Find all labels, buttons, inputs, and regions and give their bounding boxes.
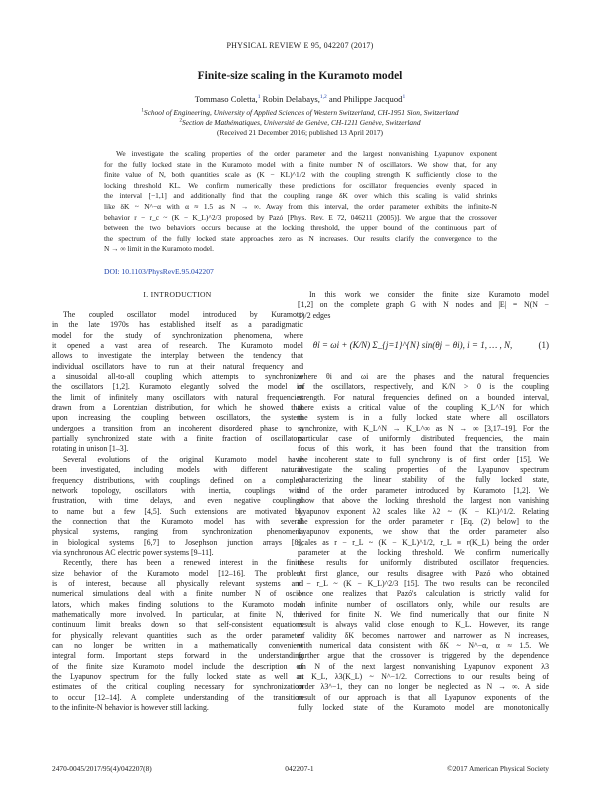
equation-1 [298, 324, 549, 366]
text-line: in biological systems [6,7] to Josephson junction arrays [8], [52, 537, 303, 547]
text-line: the Lyapunov spectrum for the fully locked state as well as [52, 672, 303, 682]
author-list [0, 94, 600, 104]
text-line: partially synchronized state with a finite fraction of oscillators [52, 434, 303, 444]
text-line: N → ∞ limit in the Kuramoto model. [104, 244, 214, 254]
text-line: the system is in a fully locked state where all oscillators [298, 413, 549, 423]
text-line: Several evolutions of the original Kuramoto model have [63, 454, 303, 464]
text-line: it opened a vast area of research. The Kuramoto model [52, 341, 303, 351]
text-line: model for the study of synchronization phenomena, where [52, 330, 303, 340]
text-line: numerical simulations deal with a finite number N of oscil- [52, 589, 303, 599]
right-column-bottom [298, 372, 549, 713]
text-line: derived for finite N. We find numerically that our finite N [298, 609, 549, 619]
affiliation-number: 2 [179, 118, 182, 124]
affiliation-mark[interactable]: 1 [402, 94, 406, 101]
text-line: synchronize, with K_L^N → K_L^∞ as N → ∞ [3,17–19]. For the [298, 423, 549, 433]
received-dates: (Received 21 December 2016; published 13 April 2017) [216, 128, 384, 137]
right-column [298, 290, 549, 713]
page-footer [52, 764, 549, 773]
text-line: undergoes a transition from an incoherent disordered phase to a [52, 423, 303, 433]
abstract [104, 149, 497, 255]
text-line: to name but a few [4,5]. Such extensions are motivated by [52, 506, 303, 516]
text-line: a sinusoidal all-to-all coupling which attempts to synchronize [52, 372, 303, 382]
text-line: focus of this work, it has been found that the transition from [298, 444, 549, 454]
text-line: order λ3^−1, they can no longer be neglected as N → ∞. A side [298, 682, 549, 692]
footer-issn: 2470-0045/2017/95(4)/042207(8) [52, 764, 152, 773]
paper-title: Finite-size scaling in the Kuramoto model [197, 70, 403, 82]
affiliation-number: 1 [141, 108, 144, 114]
text-line: and of the order parameter introduced by Kuramoto [1,2]. We [298, 485, 549, 495]
text-line: size behavior of the Kuramoto model [12–16]. The problem [52, 568, 303, 578]
text-line: on N of the next largest nonvanishing Lyapunov exponent λ3 [298, 661, 549, 671]
text-line: individual oscillators have to run at their natural frequency and [52, 361, 303, 371]
affiliation-2 [0, 118, 600, 127]
text-line: 1)/2 edges [298, 310, 331, 320]
text-line: lators, which makes finding solutions to the Kuramoto model [52, 599, 303, 609]
text-line: The coupled oscillator model introduced by Kuramoto [63, 310, 303, 319]
text-line: characterizing the linear stability of the fully locked state, [298, 475, 549, 485]
text-line: between the two behaviors occurs because at the locking threshold, the upper bound of the continuous part of [104, 223, 497, 233]
text-line: behavior r − r_c ~ (K − K_L)^2/3 proposed by Pazó [Phys. Rev. E 72, 046211 (2005)]. We argue that the crossover [104, 212, 497, 222]
text-line: physical systems, ranging from synchronization phenomena [52, 527, 303, 537]
footer-page-number: 042207-1 [285, 764, 314, 773]
text-line: Lyapunov exponent λ2 scales like λ2 ~ (K − KL)^1/2. Relating [298, 506, 549, 516]
left-column [52, 290, 303, 713]
text-line: like δK ~ N^−α with α ≈ 1.5 as N → ∞. Away from this interval, the order parameter exhibits the infinite-N [104, 201, 497, 211]
text-line: parameter at the locking threshold. We confirm numerically [298, 547, 549, 557]
affiliation-mark[interactable]: 1,2 [319, 94, 327, 101]
text-line: drawn from a Lorentzian distribution, for which he showed that [52, 403, 303, 413]
text-line: Recently, there has been a renewed interest in the finite [63, 558, 303, 568]
text-line: continuum limit breaks down so that self-consistent equations [52, 620, 303, 630]
doi-link[interactable]: DOI: 10.1103/PhysRevE.95.042207 [104, 267, 214, 276]
text-line: upon increasing the coupling between oscillators, the system [52, 413, 303, 423]
text-line: the interval [−1,1] and additionally find that the coupling range δK over which this scaling is valid shrinks [104, 191, 497, 201]
text-line: where θi and ωi are the phases and the natural frequencies [298, 372, 549, 382]
text-line: locking threshold KL. We confirm numerically these predictions for oscillator frequencies evenly spaced in [104, 180, 497, 190]
text-line: of the finite size Kuramoto model include the description of [52, 661, 303, 671]
text-line: the incoherent state to full synchrony is of first order [15]. We [298, 454, 549, 464]
author-name: Robin Delabays, [262, 94, 320, 104]
affiliation-text: Section de Mathématiques, Université de Genève, CH-1211 Genève, Switzerland [181, 118, 421, 127]
equation-body: θ̇i = ωi + (K/N) Σ_{j=1}^{N} sin(θj − θi), i = 1, … , N, [312, 339, 513, 350]
text-line: mathematically more involved. In particular, at finite N, the [52, 609, 303, 619]
affiliation-text: School of Engineering, University of Applied Sciences of Western Switzerland, CH-1951 Sion, Switzerland [143, 108, 459, 117]
author-name: Tommaso Coletta, [194, 94, 258, 104]
text-line: of the oscillators, respectively, and K/N > 0 is the coupling [298, 382, 549, 392]
text-line: investigate the scaling properties of the Lyapunov spectrum [298, 465, 549, 475]
text-line: At first glance, our results disagree with Pazó who obtained [298, 568, 549, 578]
text-line: the connection that the Kuramoto model has with several [52, 516, 303, 526]
text-line: result of our approach is that all Lyapunov exponents of the [298, 692, 549, 702]
text-line: been investigated, including models with different natural [52, 465, 303, 475]
text-line: the spectrum of the fully locked state approaches zero as N increases. Our results clarify the convergence to the [104, 233, 497, 243]
affiliation-mark[interactable]: 1 [257, 94, 261, 101]
text-line: to occur [12–14]. A complete understanding of the transition [52, 692, 303, 702]
text-line: rotating in unison [1–3]. [52, 444, 129, 454]
text-line: strength. For natural frequencies defined on a bounded interval, [298, 392, 549, 402]
text-line: for physically relevant quantities such as the order parameter [52, 630, 303, 640]
text-line: Lyapunov exponents, we show that the order parameter also [298, 527, 549, 537]
text-line: the expression for the order parameter r [Eq. (2) below] to the [298, 516, 549, 526]
author-name: and Philippe Jacquod [328, 94, 403, 104]
text-line: particular case of uniformly distributed frequencies, the main [298, 434, 549, 444]
text-line: fully locked state of the Kuramoto model are monotonically [298, 703, 549, 713]
text-line: frequency distributions, with couplings defined on a complex [52, 475, 303, 485]
text-line: frustration, with time delays, and even negative couplings [52, 496, 303, 506]
text-line: to the infinite-N behavior is however still lacking. [52, 703, 209, 713]
text-line: the oscillators [1,2]. Kuramoto elegantly solved the model in [52, 382, 303, 392]
text-line: further argue that the crossover is triggered by the dependence [298, 651, 549, 661]
text-line: network topology, oscillators with inertia, couplings with [52, 485, 303, 495]
text-line: there exists a critical value of the coupling K_L^N for which [298, 403, 549, 413]
text-line: scales as r − r_L ~ (K − K_L)^1/2, r_L ≡ r(K_L) being the order [298, 537, 549, 547]
text-line: the limit of infinitely many oscillators with natural frequencies [52, 392, 303, 402]
text-line: r − r_L ~ (K − K_L)^2/3 [15]. The two results can be reconciled [298, 578, 549, 588]
text-line: at K_L, λ3(K_L) ~ N^−1/2. Corrections to our results being of [298, 672, 549, 681]
text-line: once one realizes that Pazó's calculation is strictly valid for [298, 589, 549, 599]
doi-line [104, 267, 214, 276]
text-line: an infinite number of oscillators only, while our results are [298, 599, 549, 609]
text-line: We investigate the scaling properties of the order parameter and the largest nonvanishing Lyapunov exponent [116, 149, 497, 158]
text-line: for the fully locked state in the Kuramoto model with a finite number N of oscillators. We show that, for any [104, 159, 497, 169]
text-line: is of interest, because all physically relevant systems and [52, 578, 303, 588]
text-line: integral form. Important steps forward in the understanding [52, 651, 303, 661]
text-line: can no longer be written in a mathematically convenient [52, 641, 303, 650]
section-heading: I. INTRODUCTION [143, 290, 212, 299]
text-line: allows to investigate the interplay between the tendency that [52, 351, 303, 361]
equation-number: (1) [538, 339, 549, 350]
text-line: finite value of N, both quantities scale as (K − KL)^1/2 with the coupling strength K sufficiently close to the [104, 170, 497, 180]
journal-header: PHYSICAL REVIEW E 95, 042207 (2017) [226, 41, 374, 50]
text-line: In this work we consider the finite size Kuramoto model [309, 290, 549, 299]
text-line: of validity δK becomes narrower and narrower as N increases, [298, 630, 549, 640]
text-line: these results for uniformly distributed oscillator frequencies. [298, 558, 549, 568]
text-line: [1,2] on the complete graph G with N nodes and |E| = N(N − [298, 300, 549, 310]
text-line: with numerical data consistent with δK ~ N^−α, α ≈ 1.5. We [298, 640, 549, 650]
text-line: estimates of the critical coupling necessary for synchronization [52, 682, 303, 692]
footer-copyright: ©2017 American Physical Society [447, 764, 549, 773]
text-line: via synchronous AC electric power systems [9–11]. [52, 547, 214, 557]
text-line: show that above the locking threshold the largest non vanishing [298, 496, 549, 506]
affiliation-1 [0, 108, 600, 117]
text-line: result is always valid close enough to K_L. However, its range [298, 620, 549, 630]
text-line: in the late 1970s has established itself as a paradigmatic [52, 320, 303, 330]
right-column-top [298, 290, 549, 321]
